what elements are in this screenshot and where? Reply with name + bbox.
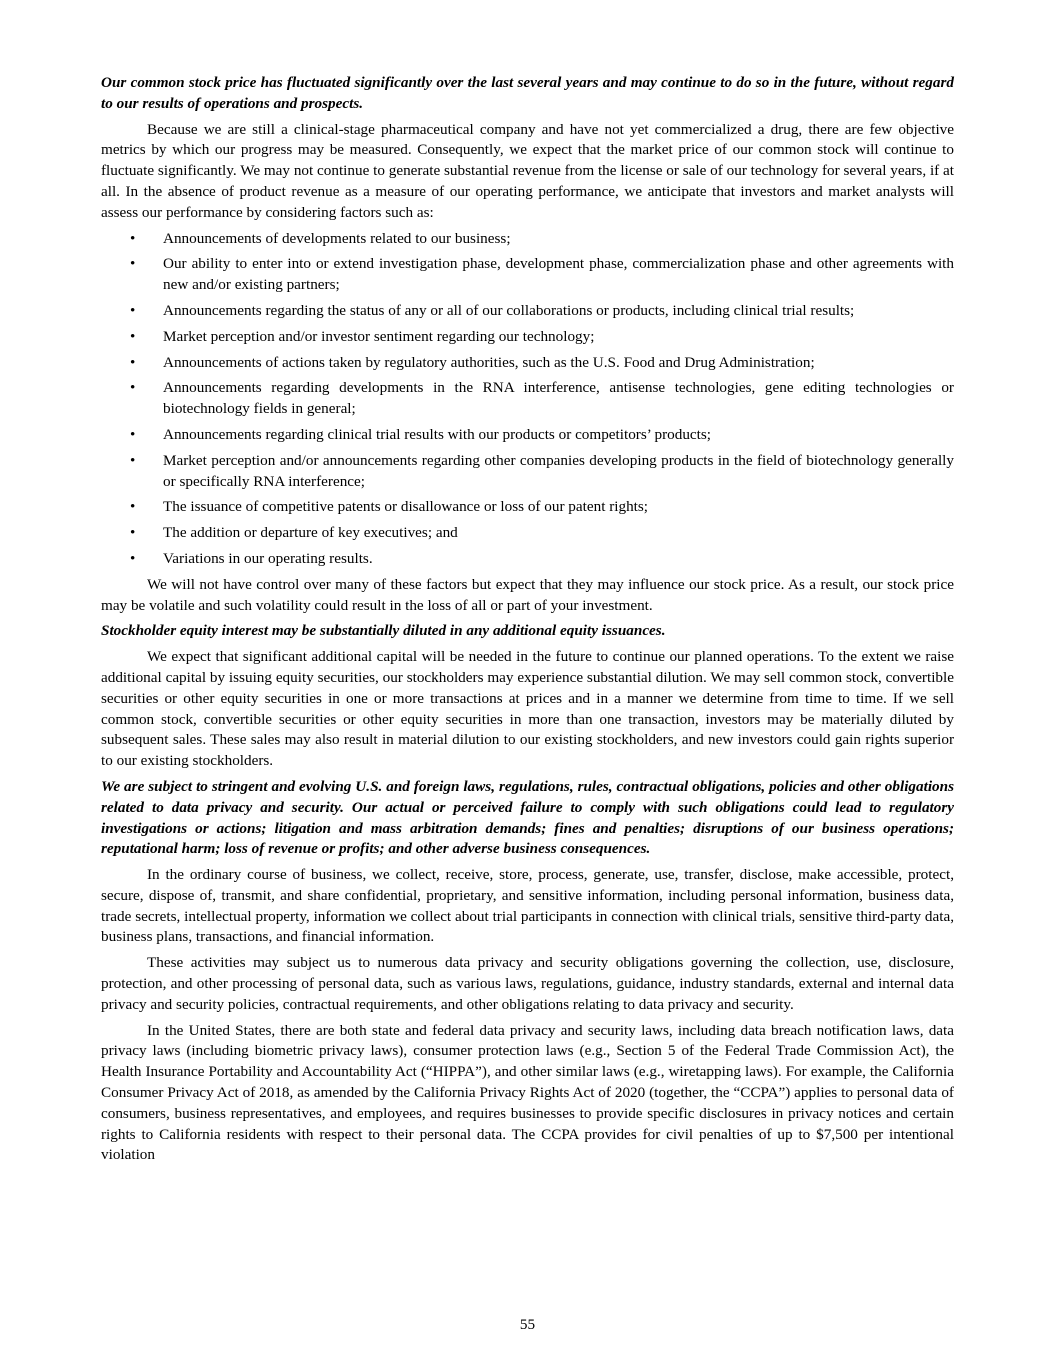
list-item	[101, 327, 954, 348]
bullet-marker: •	[130, 353, 136, 371]
bullet-marker: •	[130, 524, 136, 542]
list-item	[101, 353, 954, 374]
list-item-text: Market perception and/or investor sentiment regarding our technology;	[163, 327, 595, 345]
paragraph-stock-price-closing: We will not have control over many of these factors but expect that they may influence our stock price. As a result, our stock price may be volatile and such volatility could result in the loss of all or part of your investment.	[101, 575, 954, 614]
list-item-text: Announcements regarding developments in the RNA interference, antisense technologies, gene editing technologies or biotechnology fields in general;	[163, 379, 954, 418]
list-item-text: Market perception and/or announcements regarding other companies developing products in the field of biotechnology generally or specifically RNA interference;	[163, 451, 954, 490]
list-item	[101, 425, 954, 446]
paragraph-dilution: We expect that significant additional capital will be needed in the future to continue our planned operations. To the extent we raise additional capital by issuing equity securities, our stockholders may experience substantial dilution. We may sell common stock, convertible securities or other equity securities in one or more transactions at prices and in a manner we determine from time to time. If we sell common stock, convertible securities or other equity securities in more than one transaction, investors may be materially diluted by subsequent sales. These sales may also result in material dilution to our existing stockholders, and new investors could gain rights superior to our existing stockholders.	[101, 648, 954, 770]
list-item-text: Variations in our operating results.	[163, 549, 373, 567]
list-item-text: Announcements of actions taken by regulatory authorities, such as the U.S. Food and Drug Administration;	[163, 353, 815, 371]
bullet-marker: •	[130, 549, 136, 567]
list-item	[101, 301, 954, 322]
bullet-marker: •	[130, 451, 136, 469]
list-item-text: Announcements regarding the status of any or all of our collaborations or products, including clinical trial results;	[163, 301, 855, 319]
bullet-marker: •	[130, 327, 136, 345]
list-item	[101, 451, 954, 493]
list-item	[101, 254, 954, 296]
factor-list	[101, 229, 954, 570]
page-number: 55	[519, 1316, 536, 1333]
section-heading-stock-price: Our common stock price has fluctuated significantly over the last several years and may continue to do so in the future, without regard to our results of operations and prospects.	[101, 74, 954, 112]
list-item-text: Announcements of developments related to our business;	[163, 229, 511, 247]
list-item-text: The addition or departure of key executives; and	[163, 524, 458, 542]
list-item-text: Our ability to enter into or extend investigation phase, development phase, commercialization phase and other agreements with new and/or existing partners;	[163, 255, 954, 294]
list-item	[101, 378, 954, 420]
bullet-marker: •	[130, 229, 136, 247]
list-item	[101, 549, 954, 570]
bullet-marker: •	[130, 255, 136, 273]
list-item	[101, 523, 954, 544]
list-item-text: Announcements regarding clinical trial results with our products or competitors’ products;	[163, 425, 712, 443]
section-heading-dilution: Stockholder equity interest may be substantially diluted in any additional equity issuances.	[101, 622, 666, 640]
list-item	[101, 229, 954, 250]
bullet-marker: •	[130, 379, 136, 397]
paragraph-privacy-1: In the ordinary course of business, we collect, receive, store, process, generate, use, transfer, disclose, make accessible, protect, secure, dispose of, transmit, and share confidential, proprietary, and sensitive information, including personal information, business data, trade secrets, intellectual property, information we collect about trial participants in connection with clinical trials, sensitive third-party data, business plans, transactions, and financial information.	[101, 866, 954, 946]
list-item-text: The issuance of competitive patents or disallowance or loss of our patent rights;	[163, 498, 649, 516]
bullet-marker: •	[130, 301, 136, 319]
list-item	[101, 497, 954, 518]
paragraph-privacy-3: In the United States, there are both state and federal data privacy and security laws, including data breach notification laws, data privacy laws (including biometric privacy laws), consumer protection laws (e.g., Section 5 of the Federal Trade Commission Act), the Health Insurance Portability and Accountability Act (“HIPPA”), and other similar laws (e.g., wiretapping laws). For example, the California Consumer Privacy Act of 2018, as amended by the California Privacy Rights Act of 2020 (together, the “CCPA”) applies to personal data of consumers, business representatives, and employees, and requires businesses to provide specific disclosures in privacy notices and certain rights to California residents with respect to their personal data. The CCPA provides for civil penalties of up to $7,500 per intentional violation	[101, 1021, 954, 1164]
section-heading-privacy: We are subject to stringent and evolving U.S. and foreign laws, regulations, rules, contractual obligations, policies and other obligations related to data privacy and security. Our actual or perceived failure to comply with such obligations could lead to regulatory investigations or actions; litigation and mass arbitration demands; fines and penalties; disruptions of our business operations; reputational harm; loss of revenue or profits; and other adverse business consequences.	[101, 777, 954, 858]
bullet-marker: •	[130, 425, 136, 443]
paragraph-privacy-2: These activities may subject us to numerous data privacy and security obligations governing the collection, use, disclosure, protection, and other processing of personal data, such as various laws, regulations, guidance, industry standards, external and internal data privacy and security policies, contractual requirements, and other obligations relating to data privacy and security.	[101, 954, 954, 1013]
paragraph-stock-price-intro: Because we are still a clinical-stage pharmaceutical company and have not yet commercialized a drug, there are few objective metrics by which our progress may be measured. Consequently, we expect that the market price of our common stock will continue to fluctuate significantly. We may not continue to generate substantial revenue from the license or sale of our technology for several years, if at all. In the absence of product revenue as a measure of our operating performance, we anticipate that investors and market analysts will assess our performance by considering factors such as:	[101, 120, 954, 221]
bullet-marker: •	[130, 498, 136, 516]
